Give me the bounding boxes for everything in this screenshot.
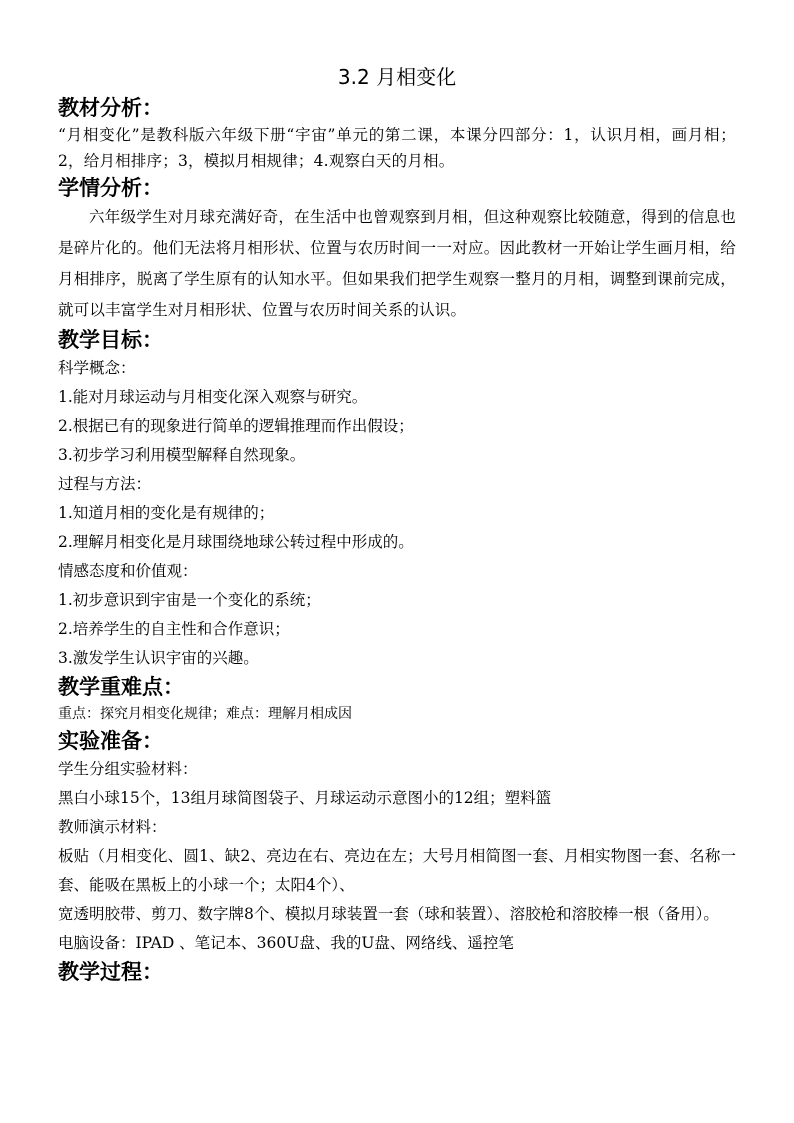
process-item-2: 2.理解月相变化是月球围绕地球公转过程中形成的。: [58, 533, 414, 551]
heading-key-points: 教学重难点：: [58, 675, 184, 699]
emotion-item-2: 2.培养学生的自主性和合作意识；: [58, 620, 290, 638]
concept-label: 科学概念：: [58, 359, 136, 377]
textbook-analysis-text: “月相变化”是教科版六年级下册“宇宙”单元的第二课，本课分四部分：1，认识月相，画月相；2，给月相排序；3，模拟月相规律；4.观察白天的月相。: [58, 126, 736, 170]
heading-teaching-goals: 教学目标：: [58, 328, 163, 352]
student-materials-text: 黑白小球15个，13组月球简图袋子、月球运动示意图小的12组；塑料篮: [58, 789, 552, 807]
key-points-text: 重点：探究月相变化规律；难点：理解月相成因: [58, 706, 352, 722]
emotion-label: 情感态度和价值观：: [58, 562, 198, 580]
heading-student-analysis: 学情分析：: [58, 176, 163, 200]
computer-equipment-text: 电脑设备：IPAD 、笔记本、360U盘、我的U盘、网络线、遥控笔: [58, 934, 514, 952]
heading-textbook-analysis: 教材分析：: [58, 96, 163, 120]
heading-experiment-prep: 实验准备：: [58, 729, 163, 753]
teacher-materials-text-2: 宽透明胶带、剪刀、数字牌8个、模拟月球装置一套（球和装置）、溶胶枪和溶胶棒一根（备用）。: [58, 905, 719, 923]
emotion-item-1: 1.初步意识到宇宙是一个变化的系统；: [58, 591, 321, 609]
teacher-materials-text-1: 板贴（月相变化、圆1、缺2、亮边在右、亮边在左；大号月相简图一套、月相实物图一套、名称一套、能吸在黑板上的小球一个；太阳4个）、: [58, 847, 736, 894]
concept-item-1: 1.能对月球运动与月相变化深入观察与研究。: [58, 388, 368, 406]
concept-item-2: 2.根据已有的现象进行简单的逻辑推理而作出假设；: [58, 417, 414, 435]
heading-teaching-process: 教学过程：: [58, 960, 163, 984]
document-page: [58, 62, 736, 986]
process-item-1: 1.知道月相的变化是有规律的；: [58, 504, 275, 522]
student-analysis-text: 六年级学生对月球充满好奇，在生活中也曾观察到月相，但这种观察比较随意，得到的信息也是碎片化的。他们无法将月相形状、位置与农历时间一一对应。因此教材一开始让学生画月相，给月相排序，脱离了学生原有的认知水平。但如果我们把学生观察一整月的月相，调整到课前完成，就可以丰富学生对月相形状、位置与农历时间关系的认识。: [58, 208, 736, 319]
page-title: 3.2 月相变化: [337, 65, 457, 89]
concept-item-3: 3.初步学习利用模型解释自然现象。: [58, 446, 306, 464]
emotion-item-3: 3.激发学生认识宇宙的兴趣。: [58, 649, 259, 667]
teacher-materials-label: 教师演示材料：: [58, 818, 167, 836]
student-materials-label: 学生分组实验材料：: [58, 760, 198, 778]
process-label: 过程与方法：: [58, 475, 152, 493]
